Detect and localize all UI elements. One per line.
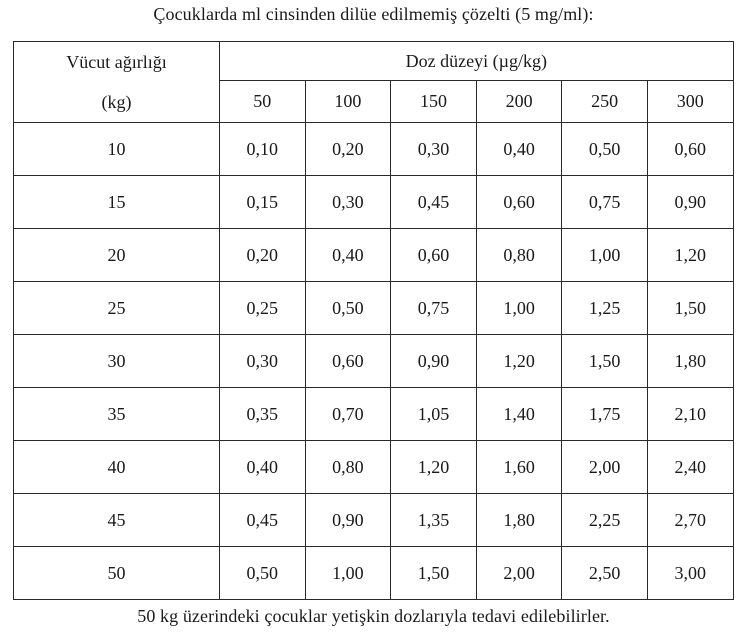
volume-cell: 2,70: [647, 494, 733, 547]
weight-cell: 25: [14, 282, 220, 335]
footnote: 50 kg üzerindeki çocuklar yetişkin dozlarıyla tedavi edilebilirler.: [137, 606, 610, 626]
volume-cell: 1,80: [476, 494, 562, 547]
volume-cell: 0,90: [647, 176, 733, 229]
weight-cell: 45: [14, 494, 220, 547]
weight-cell: 35: [14, 388, 220, 441]
weight-cell: 40: [14, 441, 220, 494]
dose-table: [13, 41, 734, 600]
weight-cell: 10: [14, 123, 220, 176]
volume-cell: 0,90: [391, 335, 477, 388]
volume-cell: 1,20: [391, 441, 477, 494]
volume-cell: 1,50: [562, 335, 648, 388]
volume-cell: 1,25: [562, 282, 648, 335]
weight-cell: 50: [14, 547, 220, 600]
volume-cell: 0,25: [220, 282, 306, 335]
table-row: [14, 547, 734, 600]
volume-cell: 1,20: [476, 335, 562, 388]
volume-cell: 1,35: [391, 494, 477, 547]
weight-header-label: Vücut ağırlığı: [66, 52, 167, 72]
volume-cell: 0,40: [220, 441, 306, 494]
volume-cell: 1,40: [476, 388, 562, 441]
volume-cell: 2,25: [562, 494, 648, 547]
weight-header-unit: (kg): [101, 92, 132, 112]
volume-cell: 0,80: [305, 441, 391, 494]
volume-cell: 0,75: [391, 282, 477, 335]
volume-cell: 0,20: [305, 123, 391, 176]
volume-cell: 0,60: [647, 123, 733, 176]
volume-cell: 0,75: [562, 176, 648, 229]
volume-cell: 2,10: [647, 388, 733, 441]
volume-cell: 0,45: [220, 494, 306, 547]
dose-level-cell: 250: [562, 81, 648, 123]
volume-cell: 0,90: [305, 494, 391, 547]
dose-table-body: [14, 123, 734, 600]
table-row: [14, 494, 734, 547]
volume-cell: 2,50: [562, 547, 648, 600]
volume-cell: 0,20: [220, 229, 306, 282]
volume-cell: 0,60: [476, 176, 562, 229]
dose-level-cell: 100: [305, 81, 391, 123]
volume-cell: 1,80: [647, 335, 733, 388]
weight-cell: 20: [14, 229, 220, 282]
volume-cell: 1,75: [562, 388, 648, 441]
table-caption: Çocuklarda ml cinsinden dilüe edilmemiş çözelti (5 mg/ml):: [153, 4, 594, 24]
volume-cell: 0,50: [220, 547, 306, 600]
volume-cell: 1,50: [391, 547, 477, 600]
volume-cell: 0,40: [305, 229, 391, 282]
table-row: [14, 335, 734, 388]
volume-cell: 0,70: [305, 388, 391, 441]
weight-cell: 15: [14, 176, 220, 229]
volume-cell: 0,60: [305, 335, 391, 388]
volume-cell: 1,20: [647, 229, 733, 282]
volume-cell: 1,05: [391, 388, 477, 441]
volume-cell: 0,10: [220, 123, 306, 176]
volume-cell: 0,50: [305, 282, 391, 335]
table-row: [14, 388, 734, 441]
table-row: [14, 282, 734, 335]
weight-cell: 30: [14, 335, 220, 388]
volume-cell: 0,30: [220, 335, 306, 388]
dose-level-cell: 150: [391, 81, 477, 123]
volume-cell: 1,60: [476, 441, 562, 494]
volume-cell: 1,00: [476, 282, 562, 335]
table-row: [14, 176, 734, 229]
volume-cell: 1,50: [647, 282, 733, 335]
volume-cell: 0,80: [476, 229, 562, 282]
table-row: [14, 123, 734, 176]
volume-cell: 0,15: [220, 176, 306, 229]
volume-cell: 0,45: [391, 176, 477, 229]
dose-level-cell: 50: [220, 81, 306, 123]
volume-cell: 2,00: [476, 547, 562, 600]
table-row: [14, 441, 734, 494]
weight-column-header: [14, 42, 220, 123]
volume-cell: 1,00: [305, 547, 391, 600]
dose-level-cell: 200: [476, 81, 562, 123]
dose-level-cell: 300: [647, 81, 733, 123]
volume-cell: 2,00: [562, 441, 648, 494]
volume-cell: 0,50: [562, 123, 648, 176]
volume-cell: 2,40: [647, 441, 733, 494]
dose-level-header: Doz düzeyi (µg/kg): [220, 42, 734, 81]
volume-cell: 0,40: [476, 123, 562, 176]
volume-cell: 3,00: [647, 547, 733, 600]
volume-cell: 0,35: [220, 388, 306, 441]
volume-cell: 0,60: [391, 229, 477, 282]
volume-cell: 0,30: [305, 176, 391, 229]
table-row: [14, 229, 734, 282]
volume-cell: 0,30: [391, 123, 477, 176]
volume-cell: 1,00: [562, 229, 648, 282]
